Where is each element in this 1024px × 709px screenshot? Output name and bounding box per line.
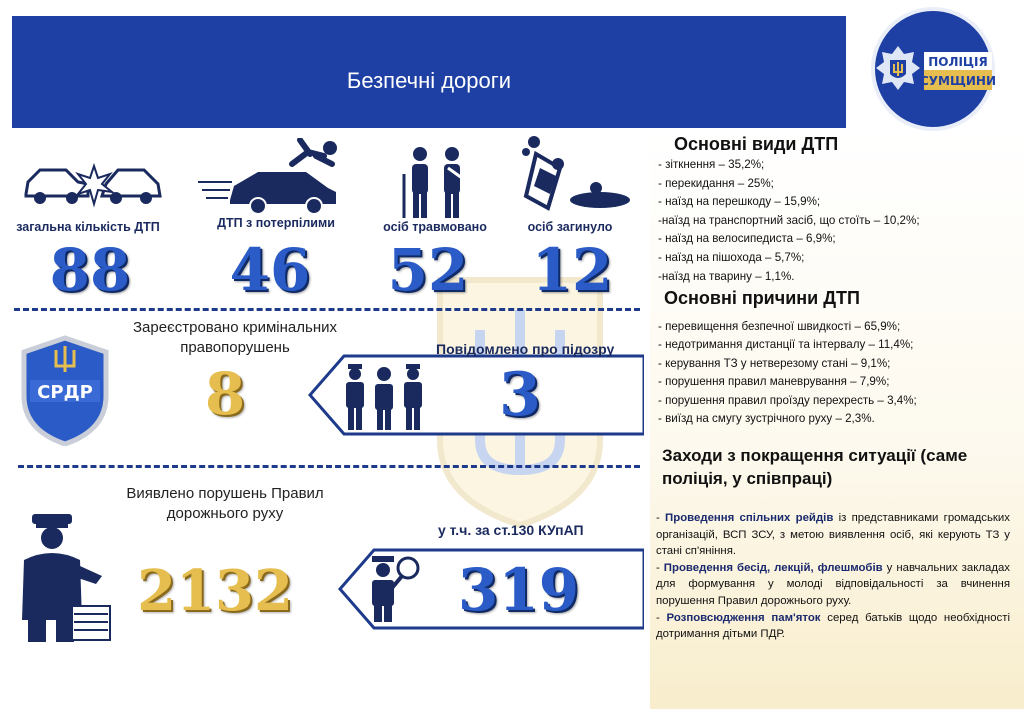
divider-2 (18, 465, 640, 468)
list-item: - Проведення бесід, лекцій, флешмобів у навчальних закладах для формування у молоді відповідальності за вчинення порушення Правил дорожнього руху. (656, 561, 1010, 607)
arrest-officers-icon (342, 362, 426, 432)
stat-value-killed: 12 (531, 236, 613, 304)
logo-line2: СУМЩИНИ (919, 74, 997, 88)
measure-text: із представниками громадських організацій, ВСП ЗСУ, з метою виявлення осіб, які керують ТЗ у стані сп'яніння. (656, 512, 1010, 558)
measure-bold: Проведення спільних рейдів (665, 512, 834, 524)
list-item: -наїзд на транспортний засіб, що стоїть – 10,2%; (658, 213, 920, 227)
officer-magnifier-icon (368, 554, 424, 624)
list-item: - перекидання – 25%; (658, 176, 774, 190)
list-item: - наїзд на перешкоду – 15,9%; (658, 195, 821, 209)
stat-label-total: загальна кількість ДТП (16, 220, 160, 234)
list-item: - Проведення спільних рейдів із представниками громадських організацій, ВСП ЗСУ, з метою виявлення осіб, які керують ТЗ у стані сп'яніння. (656, 512, 1010, 558)
stat-label-killed: осіб загинуло (527, 220, 613, 234)
car-crash-icon (22, 156, 164, 210)
types-list (658, 156, 920, 286)
sub-violations-value: 319 (458, 556, 580, 624)
violations-value: 2132 (137, 558, 293, 624)
measure-text: у навчальних закладах для формування у молоді відповідальності за вчинення порушення Правил дорожнього руху. (656, 561, 1010, 607)
list-item: - наїзд на пішохода – 5,7%; (658, 250, 805, 264)
injured-people-icon (400, 144, 480, 220)
page-header (12, 16, 846, 128)
registered-crimes-value: 8 (204, 360, 246, 428)
stat-label-injured: осіб травмовано (383, 220, 487, 234)
violations-label: Виявлено порушень Правил дорожнього руху (126, 485, 324, 522)
list-item: -наїзд на тварину – 1,1%. (658, 269, 795, 283)
list-item: - зіткнення – 35,2%; (658, 158, 765, 171)
list-item: - порушення правил маневрування – 7,9%; (658, 375, 890, 389)
srdr-emblem-icon (20, 334, 110, 446)
stat-value-victims: 46 (229, 236, 311, 304)
srdr-emblem-text: СРДР (37, 382, 93, 403)
registered-crimes-label: Зареєстровано кримінальних правопорушень (132, 319, 338, 356)
car-victim-icon (196, 138, 342, 214)
measure-bold: Розповсюдження пам'яток (666, 611, 821, 624)
list-item: - перевищення безпечної швидкості – 65,9%; (658, 320, 901, 333)
list-item: - порушення правил проїзду перехресть – 3,4%; (658, 393, 917, 407)
page-title: Безпечні дороги (346, 68, 512, 93)
logo-line1: ПОЛІЦІЯ (928, 55, 988, 69)
stat-label-victims: ДТП з потерпілими (217, 216, 335, 230)
causes-title: Основні причини ДТП (664, 288, 860, 308)
measure-text: серед батьків щодо необхідності дотримання дітьми ПДР. (656, 611, 1010, 641)
list-item: - керування ТЗ у нетверезому стані – 9,1%; (658, 356, 891, 370)
measures-title: Заходи з покращення ситуації (саме поліція, у співпраці) (662, 446, 968, 488)
list-item: - Розповсюдження пам'яток серед батьків щодо необхідності дотримання дітьми ПДР. (656, 611, 1010, 641)
sub-violations-label: у т.ч. за ст.130 КУпАП (438, 522, 584, 538)
causes-list (658, 318, 917, 428)
stat-value-total: 88 (49, 236, 131, 304)
measures-list (656, 510, 1010, 643)
police-logo (868, 6, 998, 132)
measure-bold: Проведення бесід, лекцій, флешмобів (663, 561, 883, 574)
stat-value-injured: 52 (387, 236, 469, 304)
suspicion-value: 3 (499, 360, 541, 430)
list-item: - недотримання дистанції та інтервалу – 11,4%; (658, 338, 914, 352)
list-item: - наїзд на велосипедиста – 6,9%; (658, 232, 836, 246)
traffic-officer-icon (16, 510, 116, 644)
overturned-car-icon (516, 134, 634, 212)
types-title: Основні види ДТП (674, 134, 839, 154)
divider-1 (14, 308, 640, 311)
suspicion-label: Повідомлено про підозру (436, 341, 615, 357)
list-item: - виїзд на смугу зустрічного руху – 2,3%. (658, 412, 875, 426)
